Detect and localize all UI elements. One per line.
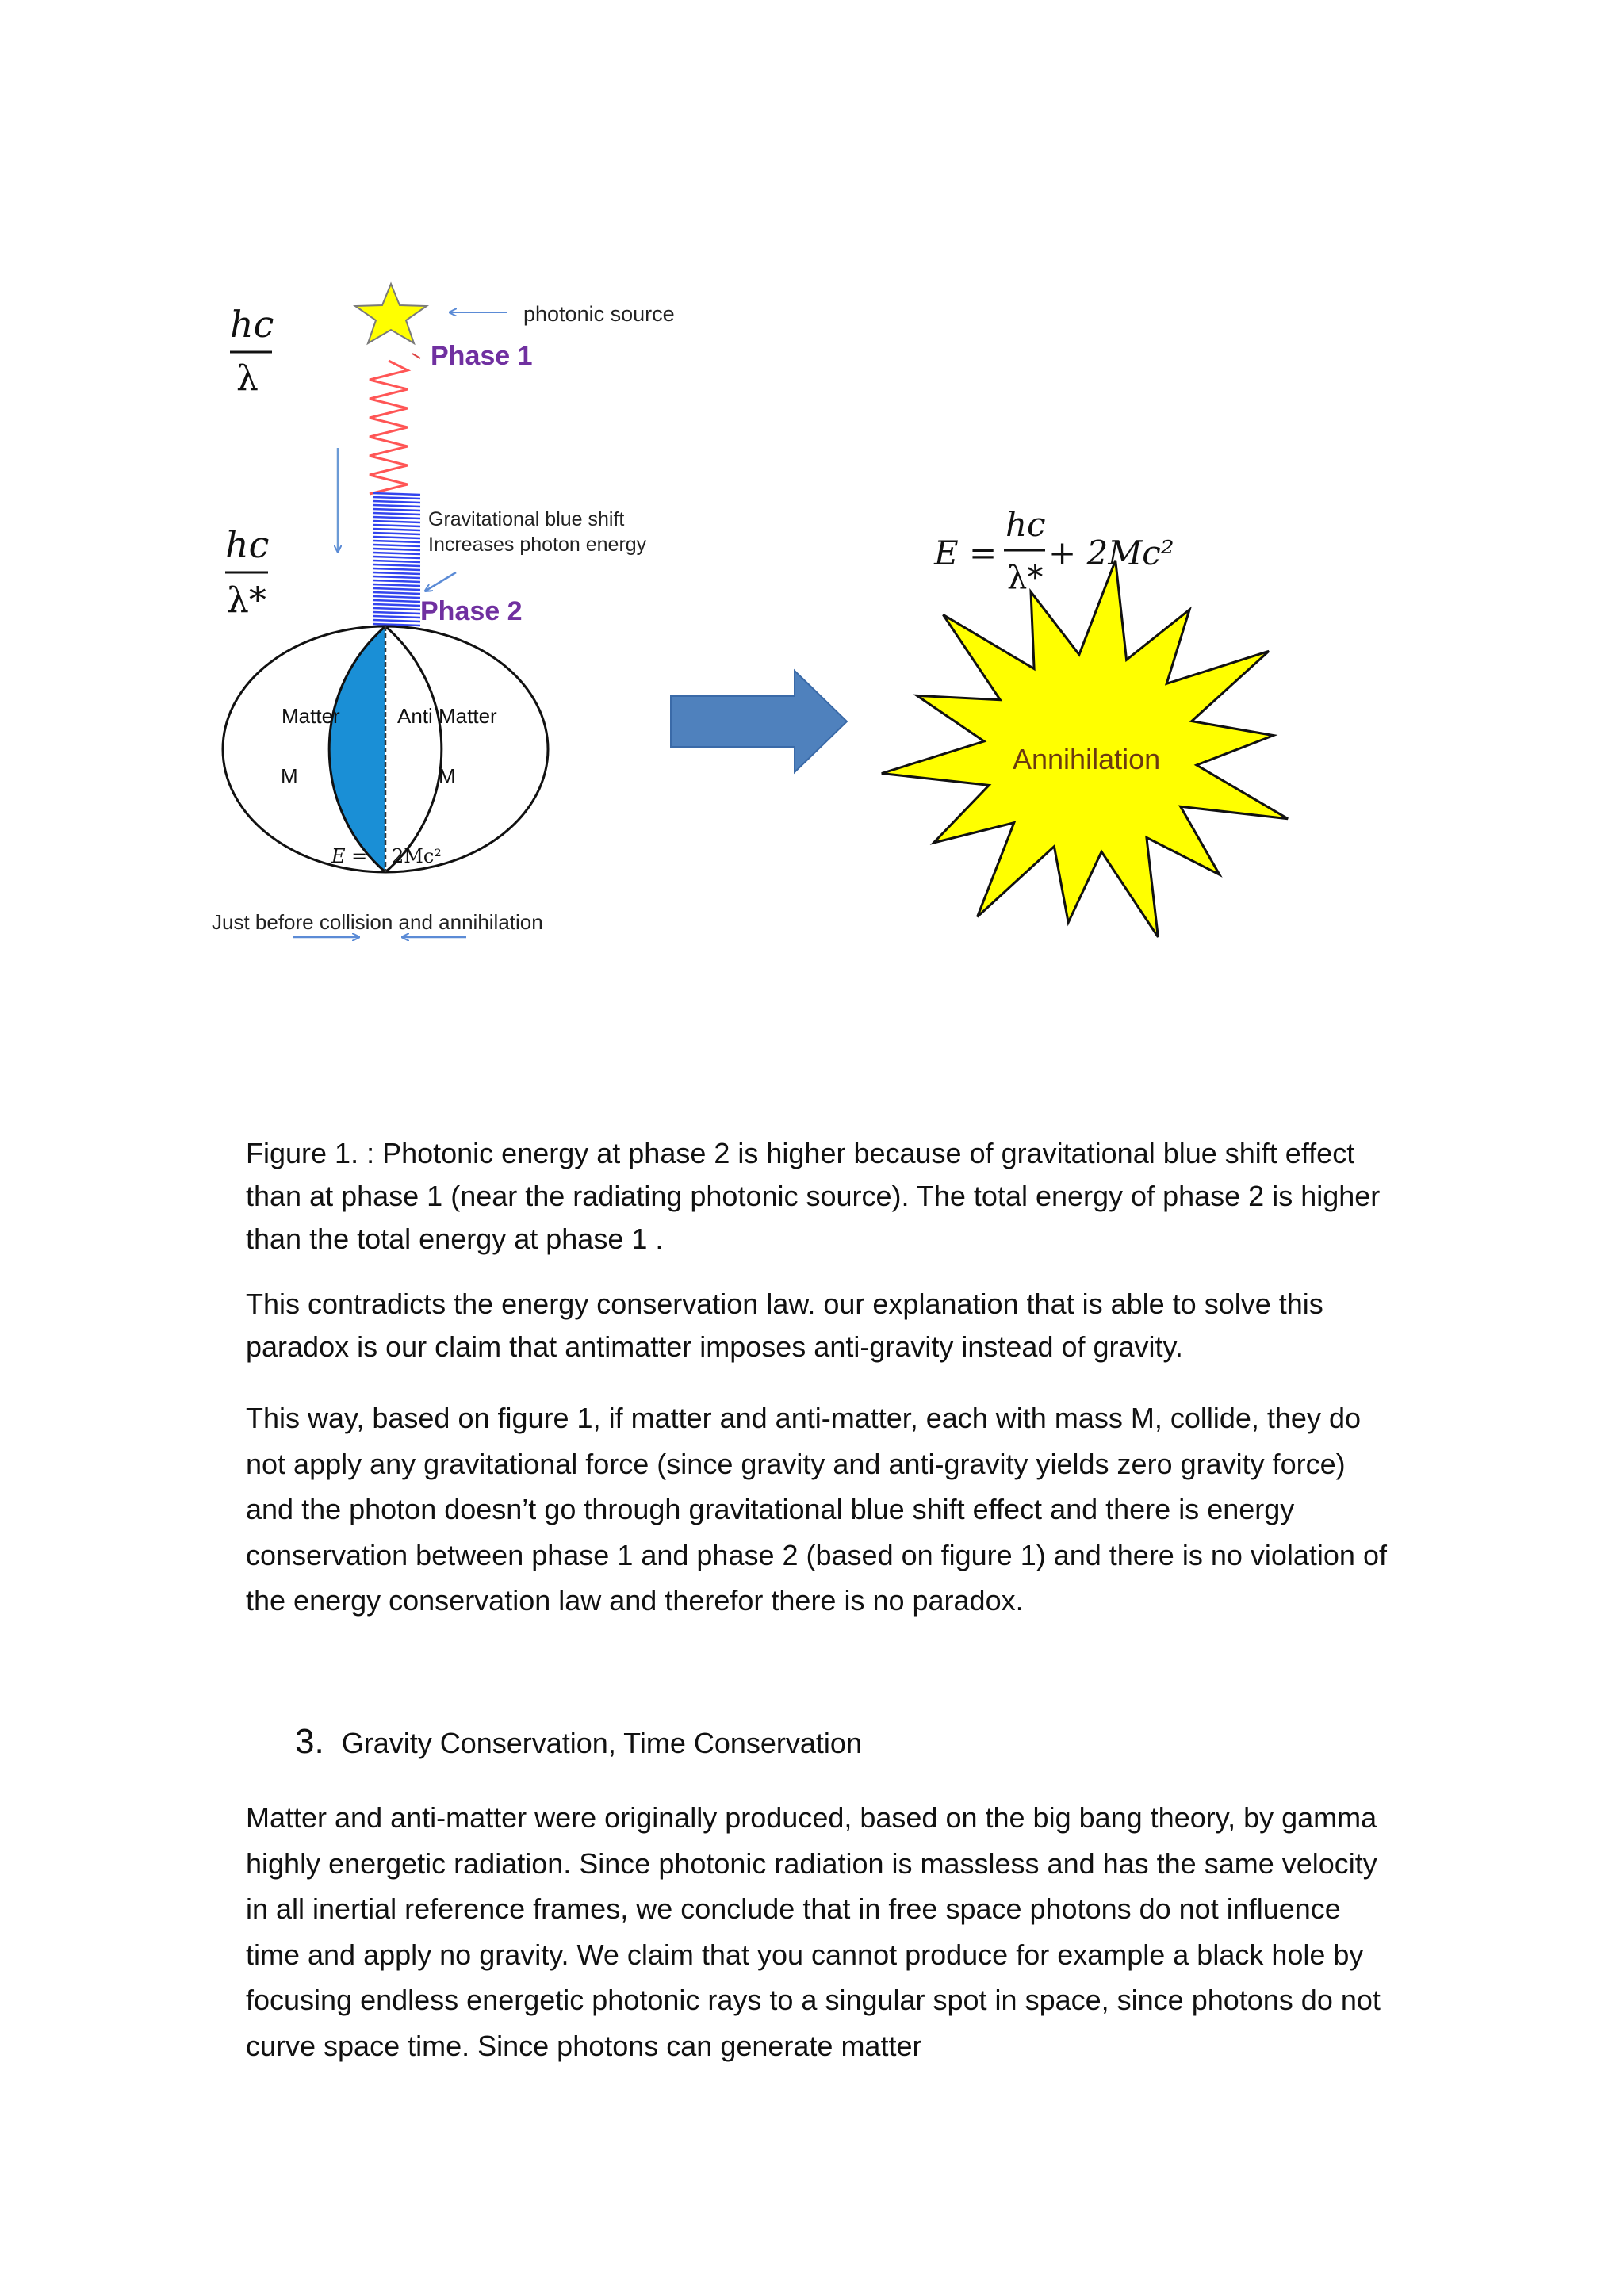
- formula-hc-over-lambda-star: [225, 523, 269, 621]
- section-title: Gravity Conservation, Time Conservation: [341, 1727, 862, 1759]
- total-energy-hc: hc: [1005, 505, 1046, 544]
- result-arrow-icon: [671, 671, 847, 772]
- formula-hc-over-lambda: [230, 303, 274, 399]
- formula-hc: hc: [230, 303, 274, 346]
- blue-shift-line-2: Increases photon energy: [428, 534, 647, 556]
- phase-1-label: Phase 1: [431, 341, 533, 371]
- antimatter-half: [385, 626, 442, 872]
- matter-label: Matter: [282, 704, 340, 728]
- total-energy-lhs: E =: [934, 534, 998, 572]
- formula-lambda: λ: [236, 358, 259, 399]
- phase-1-pointer: [412, 354, 420, 358]
- photon-source-star-icon: [355, 284, 427, 343]
- paragraph-2: This way, based on figure 1, if matter and anti-matter, each with mass M, collide, they do not apply any gravitational force (since gravity and anti-gravity yields zero gravity force) and the photon doesn’t go through gravitational blue shift effect and there is energy conservation between phase 1 and phase 2 (based on figure 1) and there is no violation of the energy conservation law and therefor there is no paradox.: [246, 1402, 1387, 1617]
- total-energy-formula: [933, 505, 1174, 596]
- total-energy-lambda-star: λ*: [1007, 560, 1044, 596]
- photon-wave-high-frequency: [373, 493, 420, 626]
- photon-wave-low-frequency: [370, 361, 408, 494]
- source-label: photonic source: [523, 302, 675, 326]
- formula-hc-2: hc: [225, 523, 270, 566]
- formula-lambda-star: λ*: [227, 580, 266, 621]
- sphere-energy-rhs: 2Mc²: [392, 845, 442, 867]
- matter-antimatter-sphere: [223, 626, 548, 872]
- phase-2-label: Phase 2: [420, 596, 523, 626]
- annihilation-label: Annihilation: [1013, 743, 1161, 775]
- total-energy-rhs: + 2Mc²: [1048, 534, 1174, 572]
- antimatter-mass: M: [439, 764, 456, 788]
- paragraph-1: This contradicts the energy conservation law. our explanation that is able to solve this paradox is our claim that antimatter imposes anti-gravity instead of gravity.: [246, 1288, 1323, 1363]
- figure-caption: Figure 1. : Photonic energy at phase 2 is higher because of gravitational blue shift effect than at phase 1 (near the radiating photonic source). The total energy of phase 2 is higher than the total energy at phase 1 .: [246, 1137, 1381, 1255]
- antimatter-label: Anti Matter: [397, 704, 497, 728]
- section-heading: [295, 1722, 862, 1762]
- figure-1: [0, 0, 1624, 975]
- collision-label: Just before collision and annihilation: [212, 910, 543, 934]
- blue-shift-pointer: [426, 572, 456, 591]
- section-number: 3.: [295, 1722, 324, 1761]
- matter-mass: M: [281, 764, 298, 788]
- blue-shift-line-1: Gravitational blue shift: [428, 508, 625, 530]
- sphere-energy-lhs: E =: [331, 845, 368, 867]
- paragraph-3: Matter and anti-matter were originally produced, based on the big bang theory, by gamma highly energetic radiation. Since photonic radiation is massless and has the same velocity in all inertial reference frames, we conclude that in free space photons do not influence time and apply no gravity. We claim that you cannot produce for example a black hole by focusing endless energetic photonic rays to a singular spot in space, since photons do not curve space time. Since photons can generate matter: [246, 1801, 1381, 2062]
